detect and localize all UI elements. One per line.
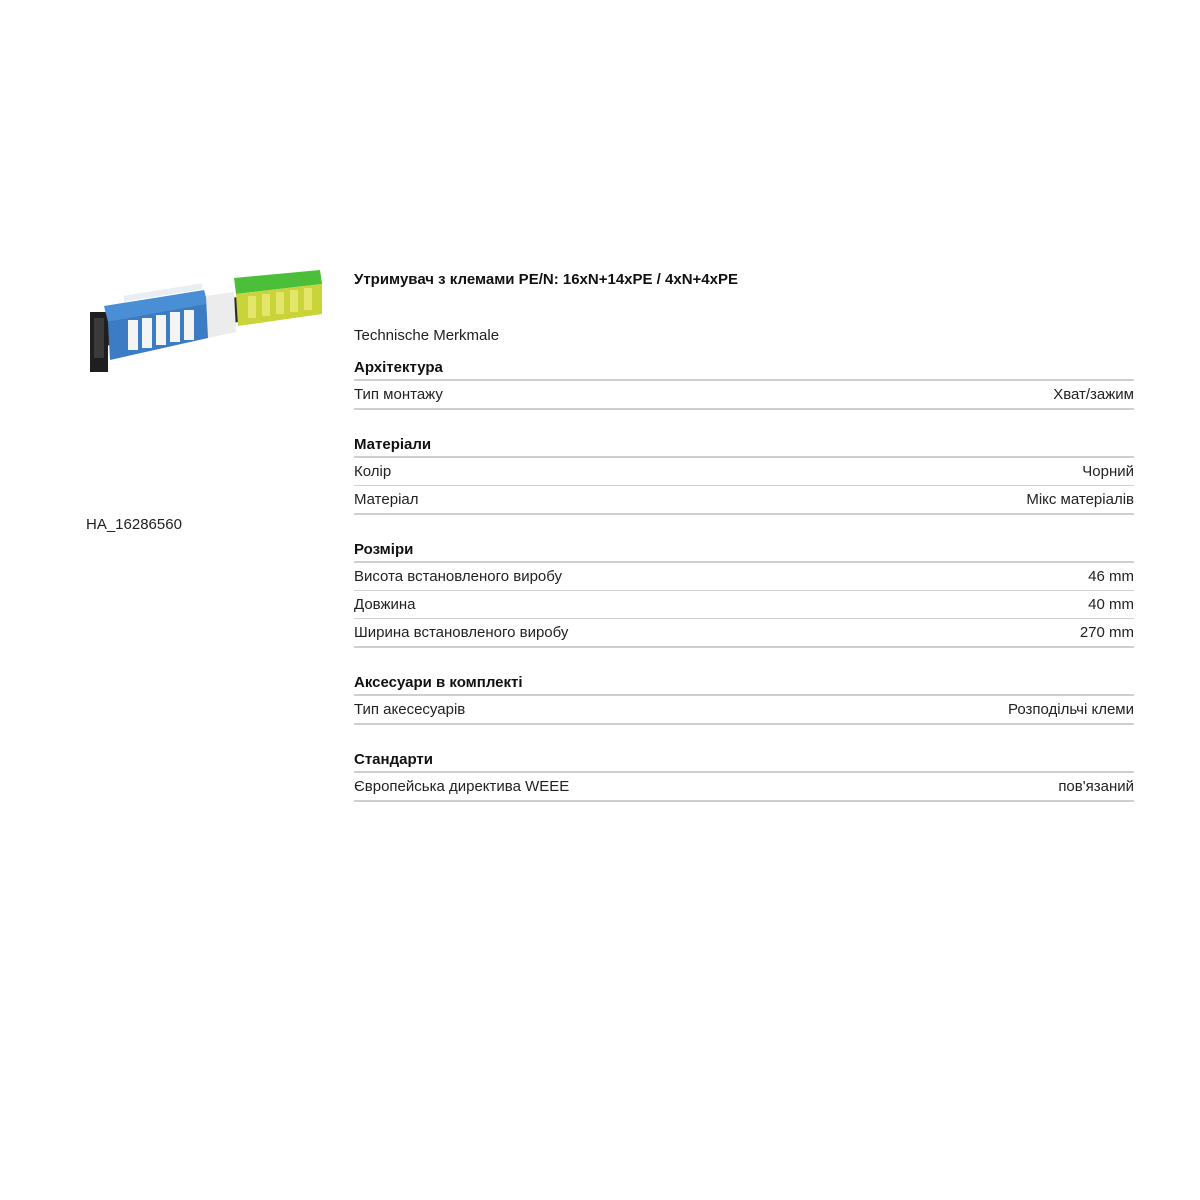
- spec-value: пов'язаний: [1058, 778, 1134, 795]
- spec-table: [354, 379, 1134, 410]
- section-title: Матеріали: [354, 436, 432, 453]
- spec-label: Колір: [354, 463, 392, 480]
- spec-section: [354, 539, 1134, 648]
- spec-sections: [354, 357, 1134, 802]
- terminal-block-holder-icon: [84, 268, 324, 380]
- spec-row: [354, 696, 1134, 725]
- spec-label: Довжина: [354, 596, 416, 613]
- spec-table: [354, 694, 1134, 725]
- spec-value: 46 mm: [1088, 568, 1134, 585]
- spec-value: Хват/зажим: [1053, 386, 1134, 403]
- spec-table: [354, 771, 1134, 802]
- section-title: Архітектура: [354, 359, 443, 376]
- article-number: HA_16286560: [86, 516, 182, 533]
- spec-label: Тип монтажу: [354, 386, 443, 403]
- spec-section: [354, 434, 1134, 515]
- spec-section: [354, 357, 1134, 410]
- datasheet-content: [354, 270, 1134, 826]
- spec-section: [354, 749, 1134, 802]
- spec-table: [354, 456, 1134, 515]
- spec-label: Матеріал: [354, 491, 419, 508]
- spec-value: Мікс матеріалів: [1026, 491, 1134, 508]
- spec-table: [354, 561, 1134, 648]
- section-title: Розміри: [354, 541, 414, 558]
- product-title: Утримувач з клемами PE/N: 16xN+14xPE / 4xN+4xPE: [354, 271, 738, 288]
- spec-label: Тип акесесуарів: [354, 701, 466, 718]
- spec-label: Ширина встановленого виробу: [354, 624, 569, 641]
- spec-row: [354, 591, 1134, 619]
- spec-label: Висота встановленого виробу: [354, 568, 563, 585]
- spec-value: 40 mm: [1088, 596, 1134, 613]
- spec-row: [354, 486, 1134, 515]
- spec-section: [354, 672, 1134, 725]
- spec-row: [354, 619, 1134, 648]
- spec-row: [354, 381, 1134, 410]
- spec-value: Чорний: [1082, 463, 1134, 480]
- spec-row: [354, 773, 1134, 802]
- spec-value: 270 mm: [1079, 624, 1134, 641]
- spec-row: [354, 458, 1134, 486]
- product-image: [84, 268, 324, 380]
- spec-label: Європейська директива WEEE: [354, 778, 570, 795]
- section-title: Аксесуари в комплекті: [354, 674, 523, 691]
- spec-value: Розподільчі клеми: [1007, 701, 1134, 718]
- spec-row: [354, 563, 1134, 591]
- section-title: Стандарти: [354, 751, 433, 768]
- subtitle: Technische Merkmale: [354, 327, 500, 344]
